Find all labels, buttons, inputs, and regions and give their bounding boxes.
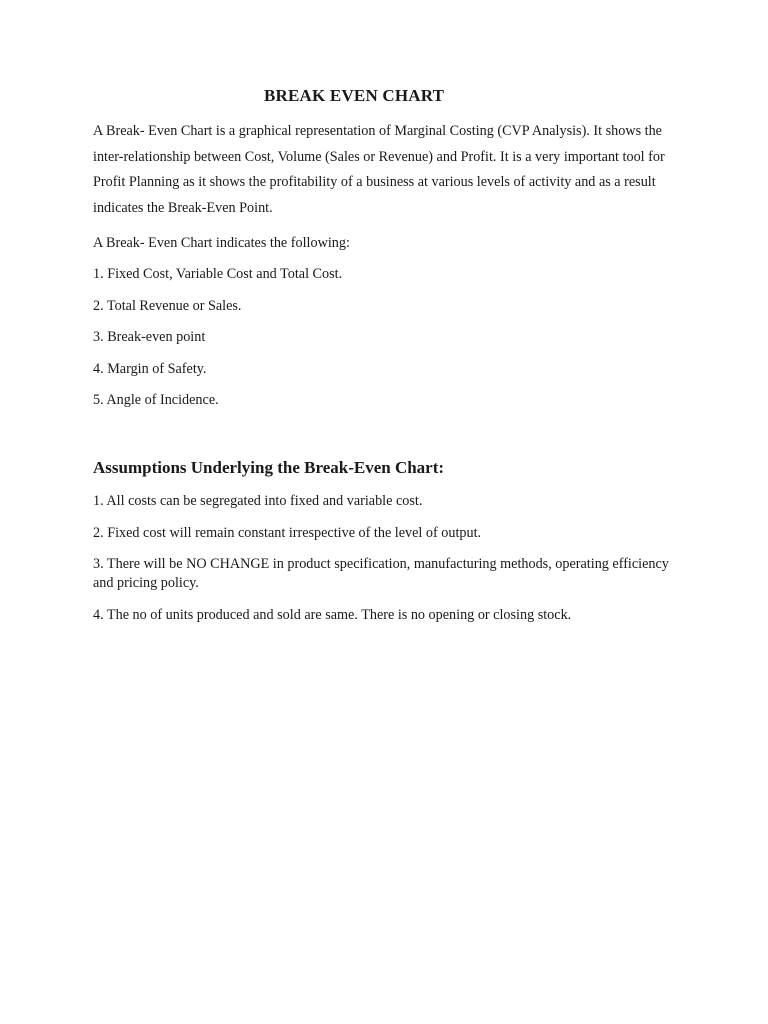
document-title: BREAK EVEN CHART [264,86,445,105]
assumption-item: 2. Fixed cost will remain constant irrespective of the level of output. [93,525,482,541]
assumption-item: 1. All costs can be segregated into fixed and variable cost. [93,493,423,509]
list-item: 5. Angle of Incidence. [93,392,219,408]
assumption-item: 4. The no of units produced and sold are same. There is no opening or closing stock. [93,607,572,623]
list-item: 3. Break-even point [93,329,206,345]
intro-paragraph: A Break- Even Chart is a graphical representation of Marginal Costing (CVP Analysis). It shows the inter-relationship between Cost, Volume (Sales or Revenue) and Profit. It is a very important tool for Profit Planning as it shows the profitability of a business at various levels of activity and as a result indicates the Break-Even Point. [93,123,665,216]
indicates-intro: A Break- Even Chart indicates the following: [93,235,350,251]
assumptions-heading: Assumptions Underlying the Break-Even Chart: [93,458,445,477]
assumption-item: 3. There will be NO CHANGE in product specification, manufacturing methods, operating efficiency and pricing policy. [93,556,669,591]
list-item: 4. Margin of Safety. [93,361,207,377]
list-item: 2. Total Revenue or Sales. [93,298,242,314]
list-item: 1. Fixed Cost, Variable Cost and Total Cost. [93,266,343,282]
